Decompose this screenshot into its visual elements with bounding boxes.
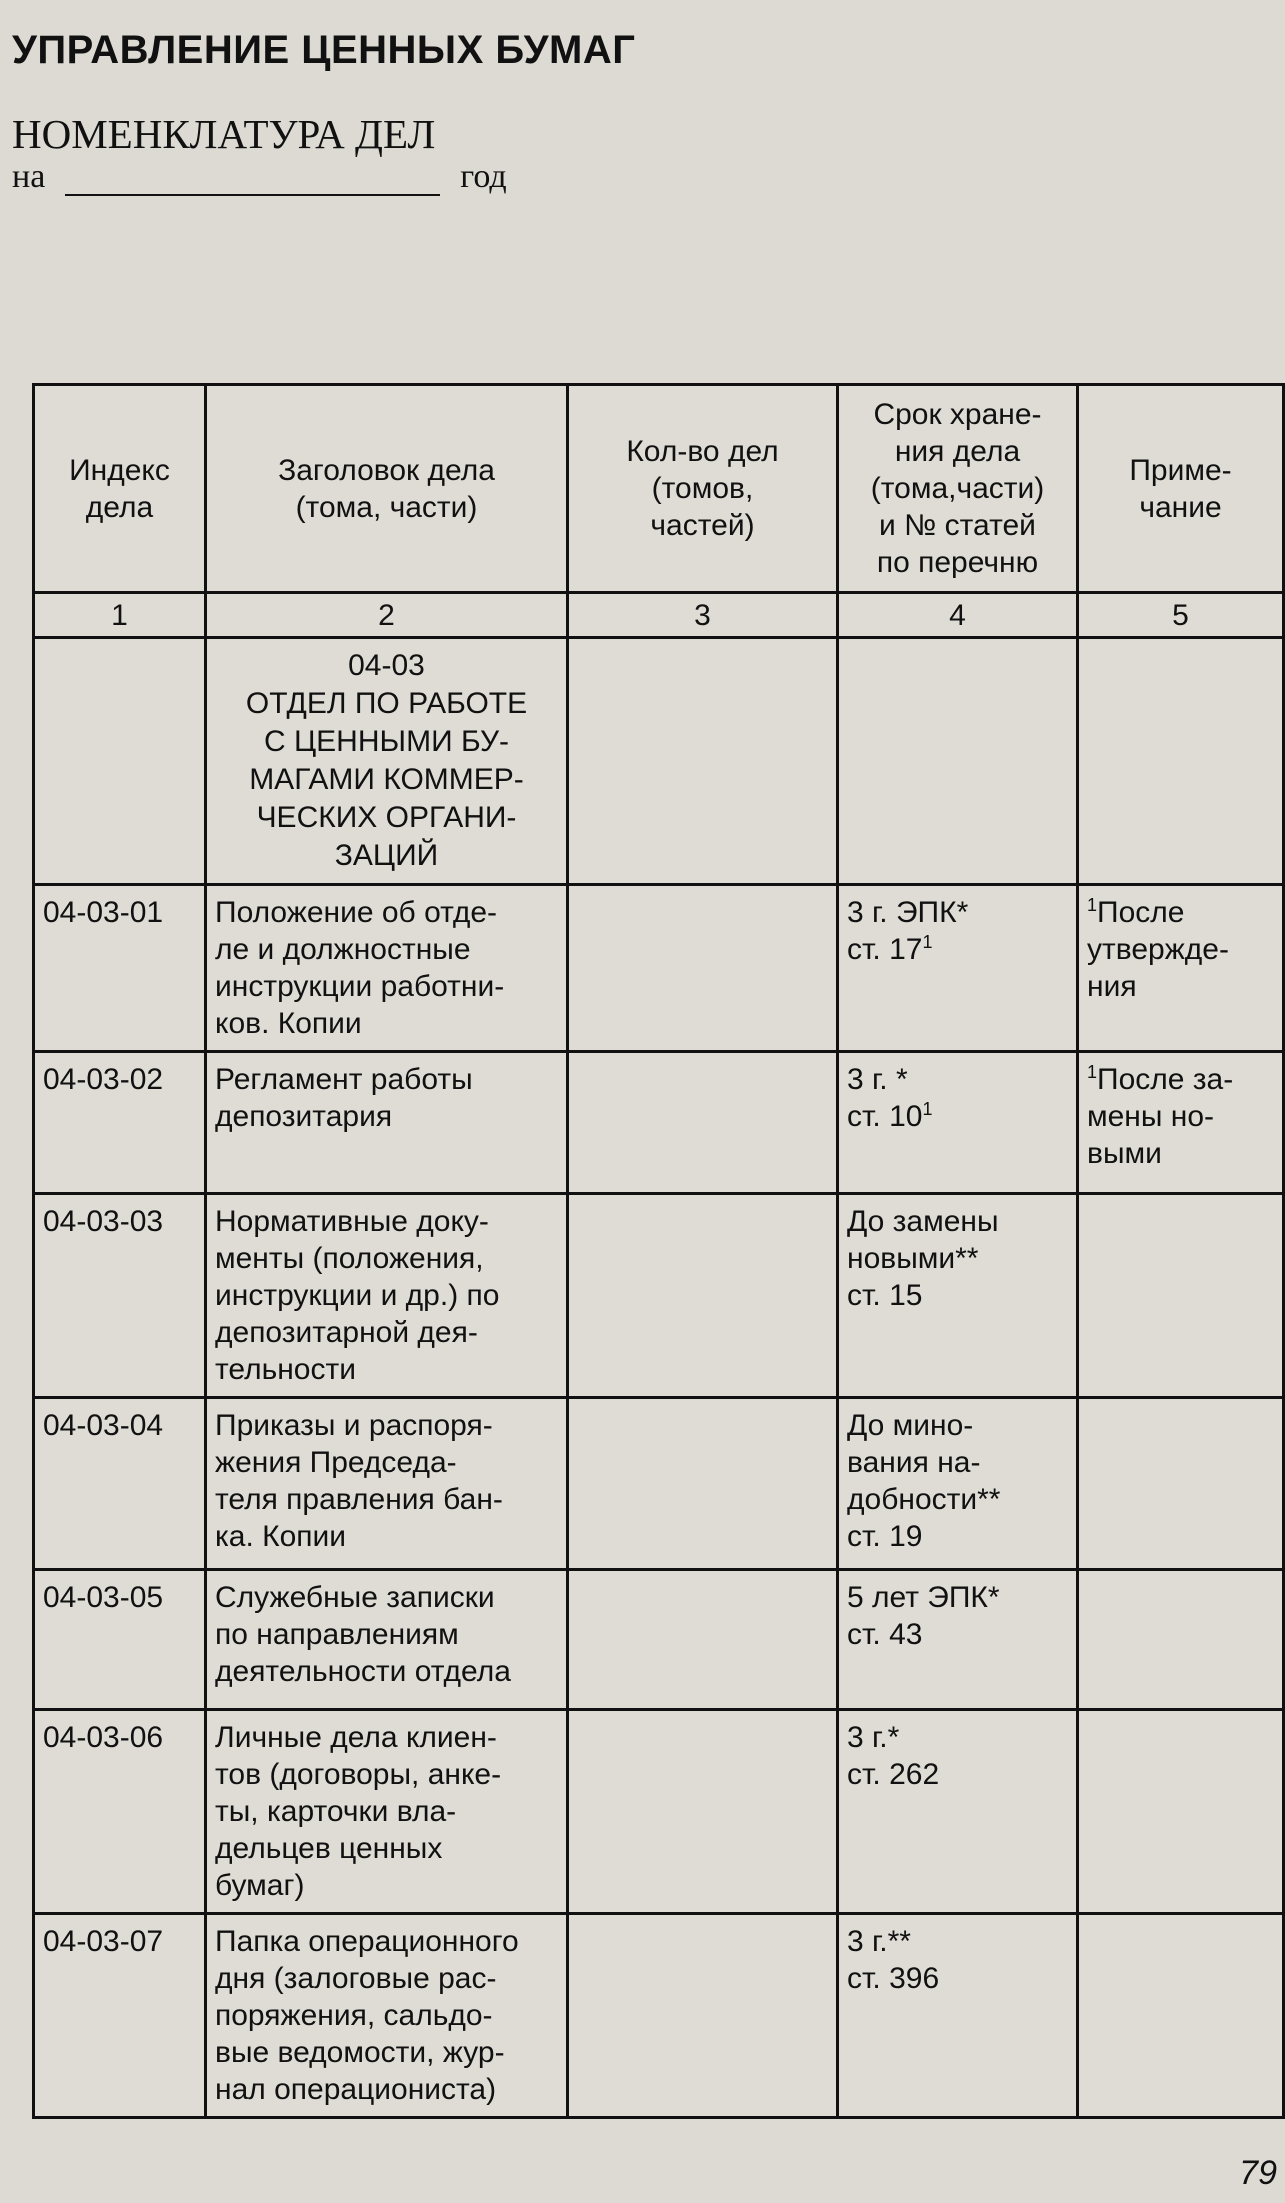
case-term: 3 г.** [847, 1925, 911, 1958]
case-title: Положение об отде- ле и должностные инструкции работни- ков. Копии [206, 885, 568, 1052]
column-header-term: Срок хране- ния дела (тома,части) и № статей по перечню [838, 385, 1078, 593]
case-title: Приказы и распоря- жения Председа- теля правления бан- ка. Копии [206, 1398, 568, 1570]
case-count [568, 1052, 838, 1194]
article-text: ст. 43 [847, 1618, 923, 1651]
case-note-cell [1078, 1914, 1284, 2118]
column-header-note: Приме- чание [1078, 385, 1284, 593]
on-label: на [12, 158, 46, 195]
case-note-cell [1078, 1570, 1284, 1710]
nomenclature-table [32, 383, 1285, 2119]
case-term-cell [838, 1052, 1078, 1194]
article-footnote-mark: 1 [922, 932, 933, 952]
case-title: Личные дела клиен- тов (договоры, анке- ты, карточки вла- дельцев ценных бумаг) [206, 1710, 568, 1914]
column-number: 4 [838, 593, 1078, 638]
column-number: 2 [206, 593, 568, 638]
case-term-cell [838, 1914, 1078, 2118]
case-count [568, 1914, 838, 2118]
table-row [34, 1052, 1284, 1194]
case-term: До мино- вания на- добности** [847, 1409, 1001, 1516]
case-article [847, 1960, 1068, 1997]
case-note-cell [1078, 885, 1284, 1052]
article-text: ст. 10 [847, 1100, 923, 1133]
case-article [847, 1277, 1068, 1314]
year-blank-field [65, 164, 440, 196]
table-row [34, 885, 1284, 1052]
case-term-cell [838, 1194, 1078, 1398]
article-text: ст. 396 [847, 1962, 940, 1995]
case-note-cell [1078, 1398, 1284, 1570]
article-footnote-mark: 1 [922, 1099, 933, 1119]
article-text: ст. 15 [847, 1279, 923, 1312]
case-term: 3 г.* [847, 1721, 900, 1754]
article-text: ст. 19 [847, 1520, 923, 1553]
column-number: 3 [568, 593, 838, 638]
note-footnote-mark: 1 [1087, 895, 1098, 915]
case-term: 5 лет ЭПК* [847, 1581, 1000, 1614]
section-heading [206, 638, 568, 885]
case-article [847, 1518, 1068, 1555]
case-title: Папка операционного дня (залоговые рас- поряжения, сальдо- вые ведомости, жур- нал операциониста) [206, 1914, 568, 2118]
case-index: 04-03-05 [34, 1570, 206, 1710]
case-term-cell [838, 1710, 1078, 1914]
page-number: 79 [1239, 2154, 1277, 2192]
article-text: ст. 262 [847, 1758, 940, 1791]
article-text: ст. 17 [847, 933, 923, 966]
case-index: 04-03-04 [34, 1398, 206, 1570]
table-row [34, 1194, 1284, 1398]
case-title: Регламент работы депозитария [206, 1052, 568, 1194]
table-row [34, 1710, 1284, 1914]
case-index: 04-03-03 [34, 1194, 206, 1398]
section-row [34, 638, 1284, 885]
column-header-index: Индекс дела [34, 385, 206, 593]
case-index: 04-03-01 [34, 885, 206, 1052]
case-article [847, 1616, 1068, 1653]
case-note-cell [1078, 1710, 1284, 1914]
note-footnote-mark: 1 [1087, 1062, 1098, 1082]
table-row [34, 1398, 1284, 1570]
case-article [847, 1756, 1068, 1793]
case-count [568, 1710, 838, 1914]
case-index: 04-03-06 [34, 1710, 206, 1914]
column-header-count: Кол-во дел (томов, частей) [568, 385, 838, 593]
case-note: После утвержде- ния [1087, 896, 1229, 1003]
case-note: После за- мены но- выми [1087, 1063, 1234, 1170]
year-label: год [460, 158, 507, 195]
column-number: 5 [1078, 593, 1284, 638]
case-article [847, 931, 1068, 968]
table-header-row [34, 385, 1284, 593]
case-count [568, 885, 838, 1052]
case-term-cell [838, 1398, 1078, 1570]
column-number: 1 [34, 593, 206, 638]
case-count [568, 1194, 838, 1398]
column-number-row [34, 593, 1284, 638]
case-term-cell [838, 1570, 1078, 1710]
year-line [12, 158, 507, 196]
department-title: УПРАВЛЕНИЕ ЦЕННЫХ БУМАГ [12, 28, 636, 72]
case-term: 3 г. ЭПК* [847, 896, 969, 929]
case-term-cell [838, 885, 1078, 1052]
table-row [34, 1570, 1284, 1710]
case-term: До замены новыми** [847, 1205, 999, 1275]
document-title: НОМЕНКЛАТУРА ДЕЛ [12, 111, 436, 157]
column-header-title: Заголовок дела (тома, части) [206, 385, 568, 593]
case-index: 04-03-02 [34, 1052, 206, 1194]
case-note-cell [1078, 1052, 1284, 1194]
case-note-cell [1078, 1194, 1284, 1398]
case-term: 3 г. * [847, 1063, 908, 1096]
case-title: Служебные записки по направлениям деятельности отдела [206, 1570, 568, 1710]
case-count [568, 1398, 838, 1570]
section-code: 04-03 [348, 649, 425, 682]
case-index: 04-03-07 [34, 1914, 206, 2118]
case-count [568, 1570, 838, 1710]
case-article [847, 1098, 1068, 1135]
case-title: Нормативные доку- менты (положения, инструкции и др.) по депозитарной дея- тельности [206, 1194, 568, 1398]
table-row [34, 1914, 1284, 2118]
section-title: ОТДЕЛ ПО РАБОТЕ С ЦЕННЫМИ БУ- МАГАМИ КОММЕР- ЧЕСКИХ ОРГАНИ- ЗАЦИЙ [245, 687, 528, 872]
